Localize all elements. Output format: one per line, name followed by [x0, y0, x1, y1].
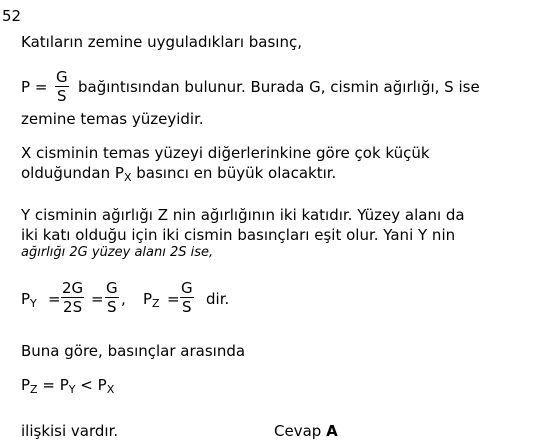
px-prefix: olduğundan P: [21, 164, 124, 182]
fraction-numerator: 2G: [62, 279, 84, 297]
definition-line: zemine temas yüzeyidir.: [21, 110, 204, 128]
fraction-numerator: G: [106, 279, 118, 297]
equals-sign: =: [167, 290, 180, 308]
paragraph-y-line1: Y cisminin ağırlığı Z nin ağırlığının iki katıdır. Yüzey alanı da: [21, 206, 465, 224]
fraction-numerator: G: [56, 68, 68, 86]
suffix-dir: dir.: [206, 290, 230, 308]
paragraph-y-line2: iki katı olduğu için iki cismin basınçları eşit olur. Yani Y nin: [21, 226, 456, 244]
equals-sign: =: [91, 290, 104, 308]
fraction-denominator: S: [182, 298, 192, 316]
fraction-g-over-s: [180, 281, 194, 315]
px-subscript: X: [123, 171, 132, 184]
intro-line: Katıların zemine uyguladıkları basınç,: [21, 33, 302, 51]
formula-lhs: P =: [21, 78, 48, 96]
fraction-numerator: G: [181, 279, 193, 297]
paragraph-x-line1: X cisminin temas yüzeyi diğerlerinkine göre çok küçük: [21, 144, 430, 162]
fraction-g-over-s: [105, 281, 119, 315]
px-suffix: basıncı en büyük olacaktır.: [136, 164, 337, 182]
answer-letter: A: [326, 422, 338, 440]
fraction-denominator: 2S: [63, 298, 83, 316]
fraction-2g-over-2s: [61, 281, 84, 315]
pressure-relation: $P_Z = P_Y < P_X$: [21, 376, 115, 396]
question-number: 52: [2, 7, 22, 25]
comma: ,: [121, 290, 126, 308]
final-line: ilişkisi vardır.: [21, 422, 119, 440]
answer-label: Cevap: [274, 422, 322, 440]
fraction-g-over-s: [55, 70, 69, 104]
fraction-denominator: S: [107, 298, 117, 316]
formula-explanation: bağıntısından bulunur. Burada G, cismin ağırlığı, S ise: [78, 78, 480, 96]
pz-label: $P_Z$: [143, 290, 160, 310]
paragraph-y-line3: ağırlığı 2G yüzey alanı 2S ise,: [21, 245, 214, 260]
conclusion-line: Buna göre, basınçlar arasında: [21, 342, 246, 360]
equals-sign: =: [48, 290, 61, 308]
answer: [274, 424, 338, 439]
fraction-denominator: S: [57, 87, 67, 105]
py-label: $P_Y$: [21, 290, 37, 310]
paragraph-x-line2: [21, 166, 336, 183]
